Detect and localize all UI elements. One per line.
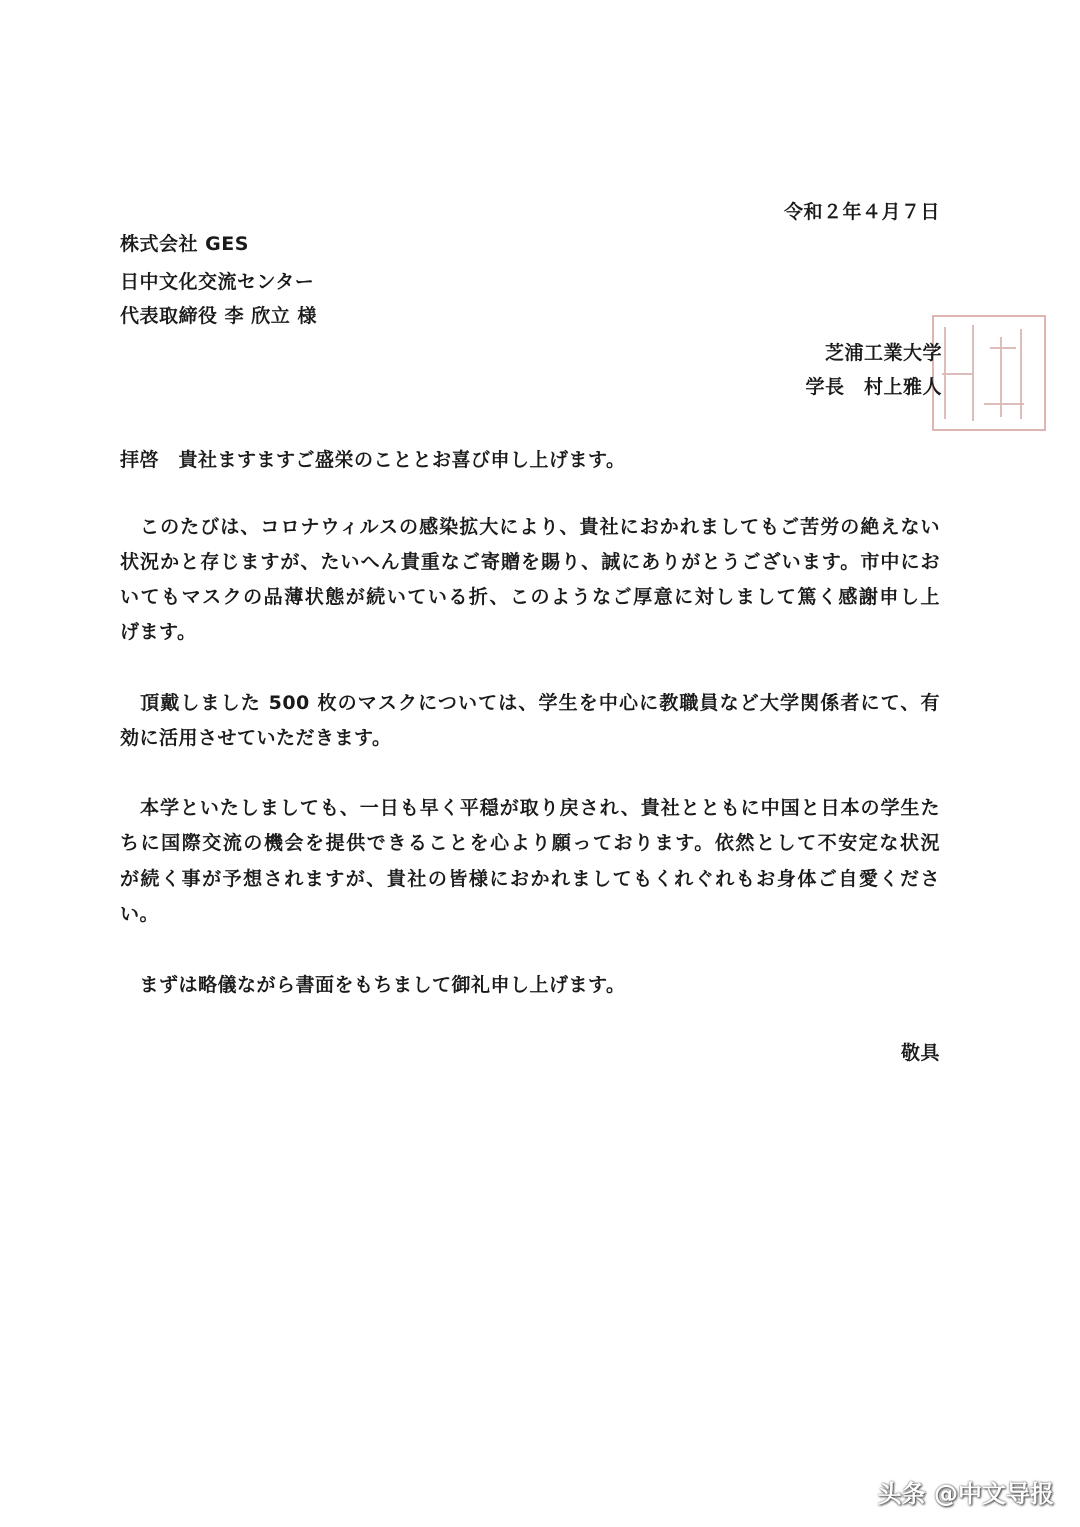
paragraph-1-line: このたびは、コロナウィルスの感染拡大により、貴社におかれましてもご苦労の絶えない — [120, 516, 940, 538]
paragraph-4-line: まずは略儀ながら書面をもちまして御礼申し上げます。 — [120, 974, 626, 996]
addressee-company: 株式会社 GES — [120, 233, 249, 255]
addressee-representative: 代表取締役 李 欣立 様 — [120, 305, 317, 327]
paragraph-2-line: 頂戴しました 500 枚のマスクについては、学生を中心に教職員など大学関係者にて、有 — [120, 692, 940, 714]
watermark: 头条 @中文导报 — [877, 1480, 1054, 1508]
closing: 敬具 — [900, 1042, 940, 1064]
paragraph-3-line: ちに国際交流の機会を提供できることを心より願っております。依然として不安定な状況 — [120, 832, 940, 854]
paragraph-1-line: 状況かと存じますが、たいへん貴重なご寄贈を賜り、誠にありがとうございます。市中にお — [120, 551, 940, 573]
paragraph-1-line: いてもマスクの品薄状態が続いている折、このようなご厚意に対しまして篤く感謝申し上 — [120, 586, 940, 608]
addressee-center: 日中文化交流センター — [120, 271, 315, 293]
paragraph-2-line: 効に活用させていただきます。 — [120, 727, 392, 749]
sender-name: 学長 村上雅人 — [805, 376, 942, 398]
sender-organization: 芝浦工業大学 — [824, 342, 942, 364]
greeting: 拝啓 貴社ますますご盛栄のこととお喜び申し上げます。 — [120, 449, 626, 471]
paragraph-3-line: い。 — [120, 903, 160, 925]
paragraph-1-line: げます。 — [120, 621, 197, 643]
paragraph-3-line: が続く事が予想されますが、貴社の皆様におかれましてもくれぐれもお身体ご自愛くださ — [120, 868, 940, 890]
paragraph-3-line: 本学といたしましても、一日も早く平穏が取り戻され、貴社とともに中国と日本の学生た — [120, 797, 940, 819]
university-seal — [932, 315, 1046, 431]
letter-date: 令和２年４月７日 — [783, 201, 940, 223]
